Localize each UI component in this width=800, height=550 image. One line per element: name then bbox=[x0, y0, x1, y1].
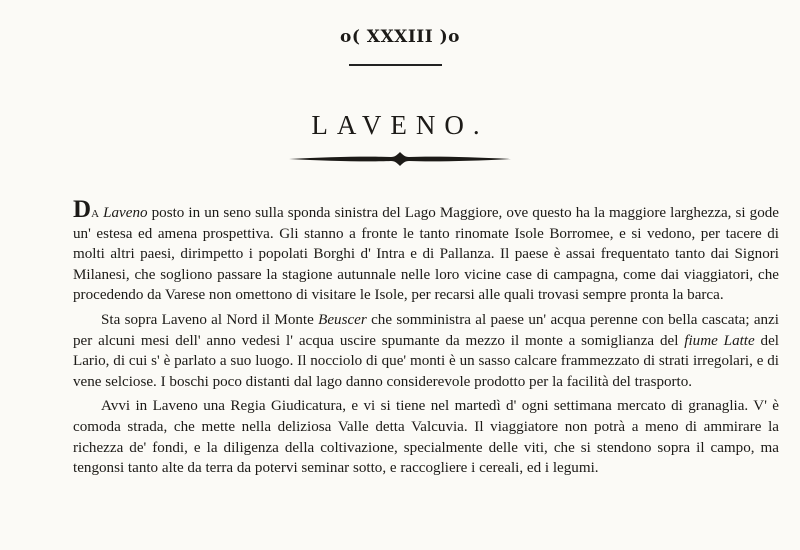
first-word-rest: a bbox=[91, 204, 100, 221]
paragraph-1 bbox=[73, 196, 780, 306]
italic-mountain: Beuscer bbox=[318, 311, 367, 328]
title-ornament bbox=[287, 150, 513, 168]
paragraph-3: Avvi in Laveno una Regia Giudicatura, e vi si tiene nel martedì d' ogni settimana mercato di granaglia. V' è comoda strada, che mette nella deliziosa Valle detta Valcuvia. Il viaggiatore non potrà a meno di ammirare la richezza de' fondi, e la diligenza della coltivazione, specialmente delle viti, che si stendono sopra il campo, ma tengonsi tanto alte da terra da potervi seminar sotto, e raccogliere i cereali, ed i legumi. bbox=[73, 398, 779, 477]
paragraph-2-text-c: del Lario, di cui s' è parlato a suo luogo. Il nocciolo di que' monti è un sasso calcare frammezzato di strati irregolari, e di vene selciose. I boschi poco distanti dal lago danno considerevole prodotto per la facilità del trasporto. bbox=[73, 332, 779, 390]
drop-cap: D bbox=[73, 196, 92, 223]
page-number-rule bbox=[349, 64, 442, 66]
paragraph-2-text-a: Sta sopra Laveno al Nord il Monte bbox=[101, 311, 319, 328]
paragraph-2-text-b: che somministra al paese un' acqua perenne con bella cascata; anzi per alcuni mesi dell' anno vedesi l' acqua uscire spumante da mezzo il monte a somiglianza del bbox=[73, 311, 779, 349]
page-number: o( XXXIII )o bbox=[339, 27, 461, 47]
paragraph-1-text: posto in un seno sulla sponda sinistra del Lago Maggiore, ove questo ha la maggiore larghezza, si gode un' estesa ed amena prospettiva. Gli stanno a fronte le tanto rinomate Isole Borromee, e si vedono, per tacere di molti altri paesi, dirimpetto i popolati Borghi d' Intra e di Pallanza. Il paese è assai frequentato tanto dai Signori Milanesi, che sogliono passare la stagione autunnale nelle loro vicine case di campagna, come dai viaggiatori, che procedendo da Varese non omettono di visitare le Isole, per recarsi alle quali trovasi sempre pronta la barca. bbox=[73, 205, 780, 304]
italic-place: Laveno bbox=[103, 205, 148, 221]
italic-river: fiume Latte bbox=[684, 332, 755, 349]
chapter-title: LAVENO. bbox=[311, 110, 489, 140]
body-text bbox=[73, 196, 780, 483]
paragraph-2 bbox=[73, 310, 779, 392]
